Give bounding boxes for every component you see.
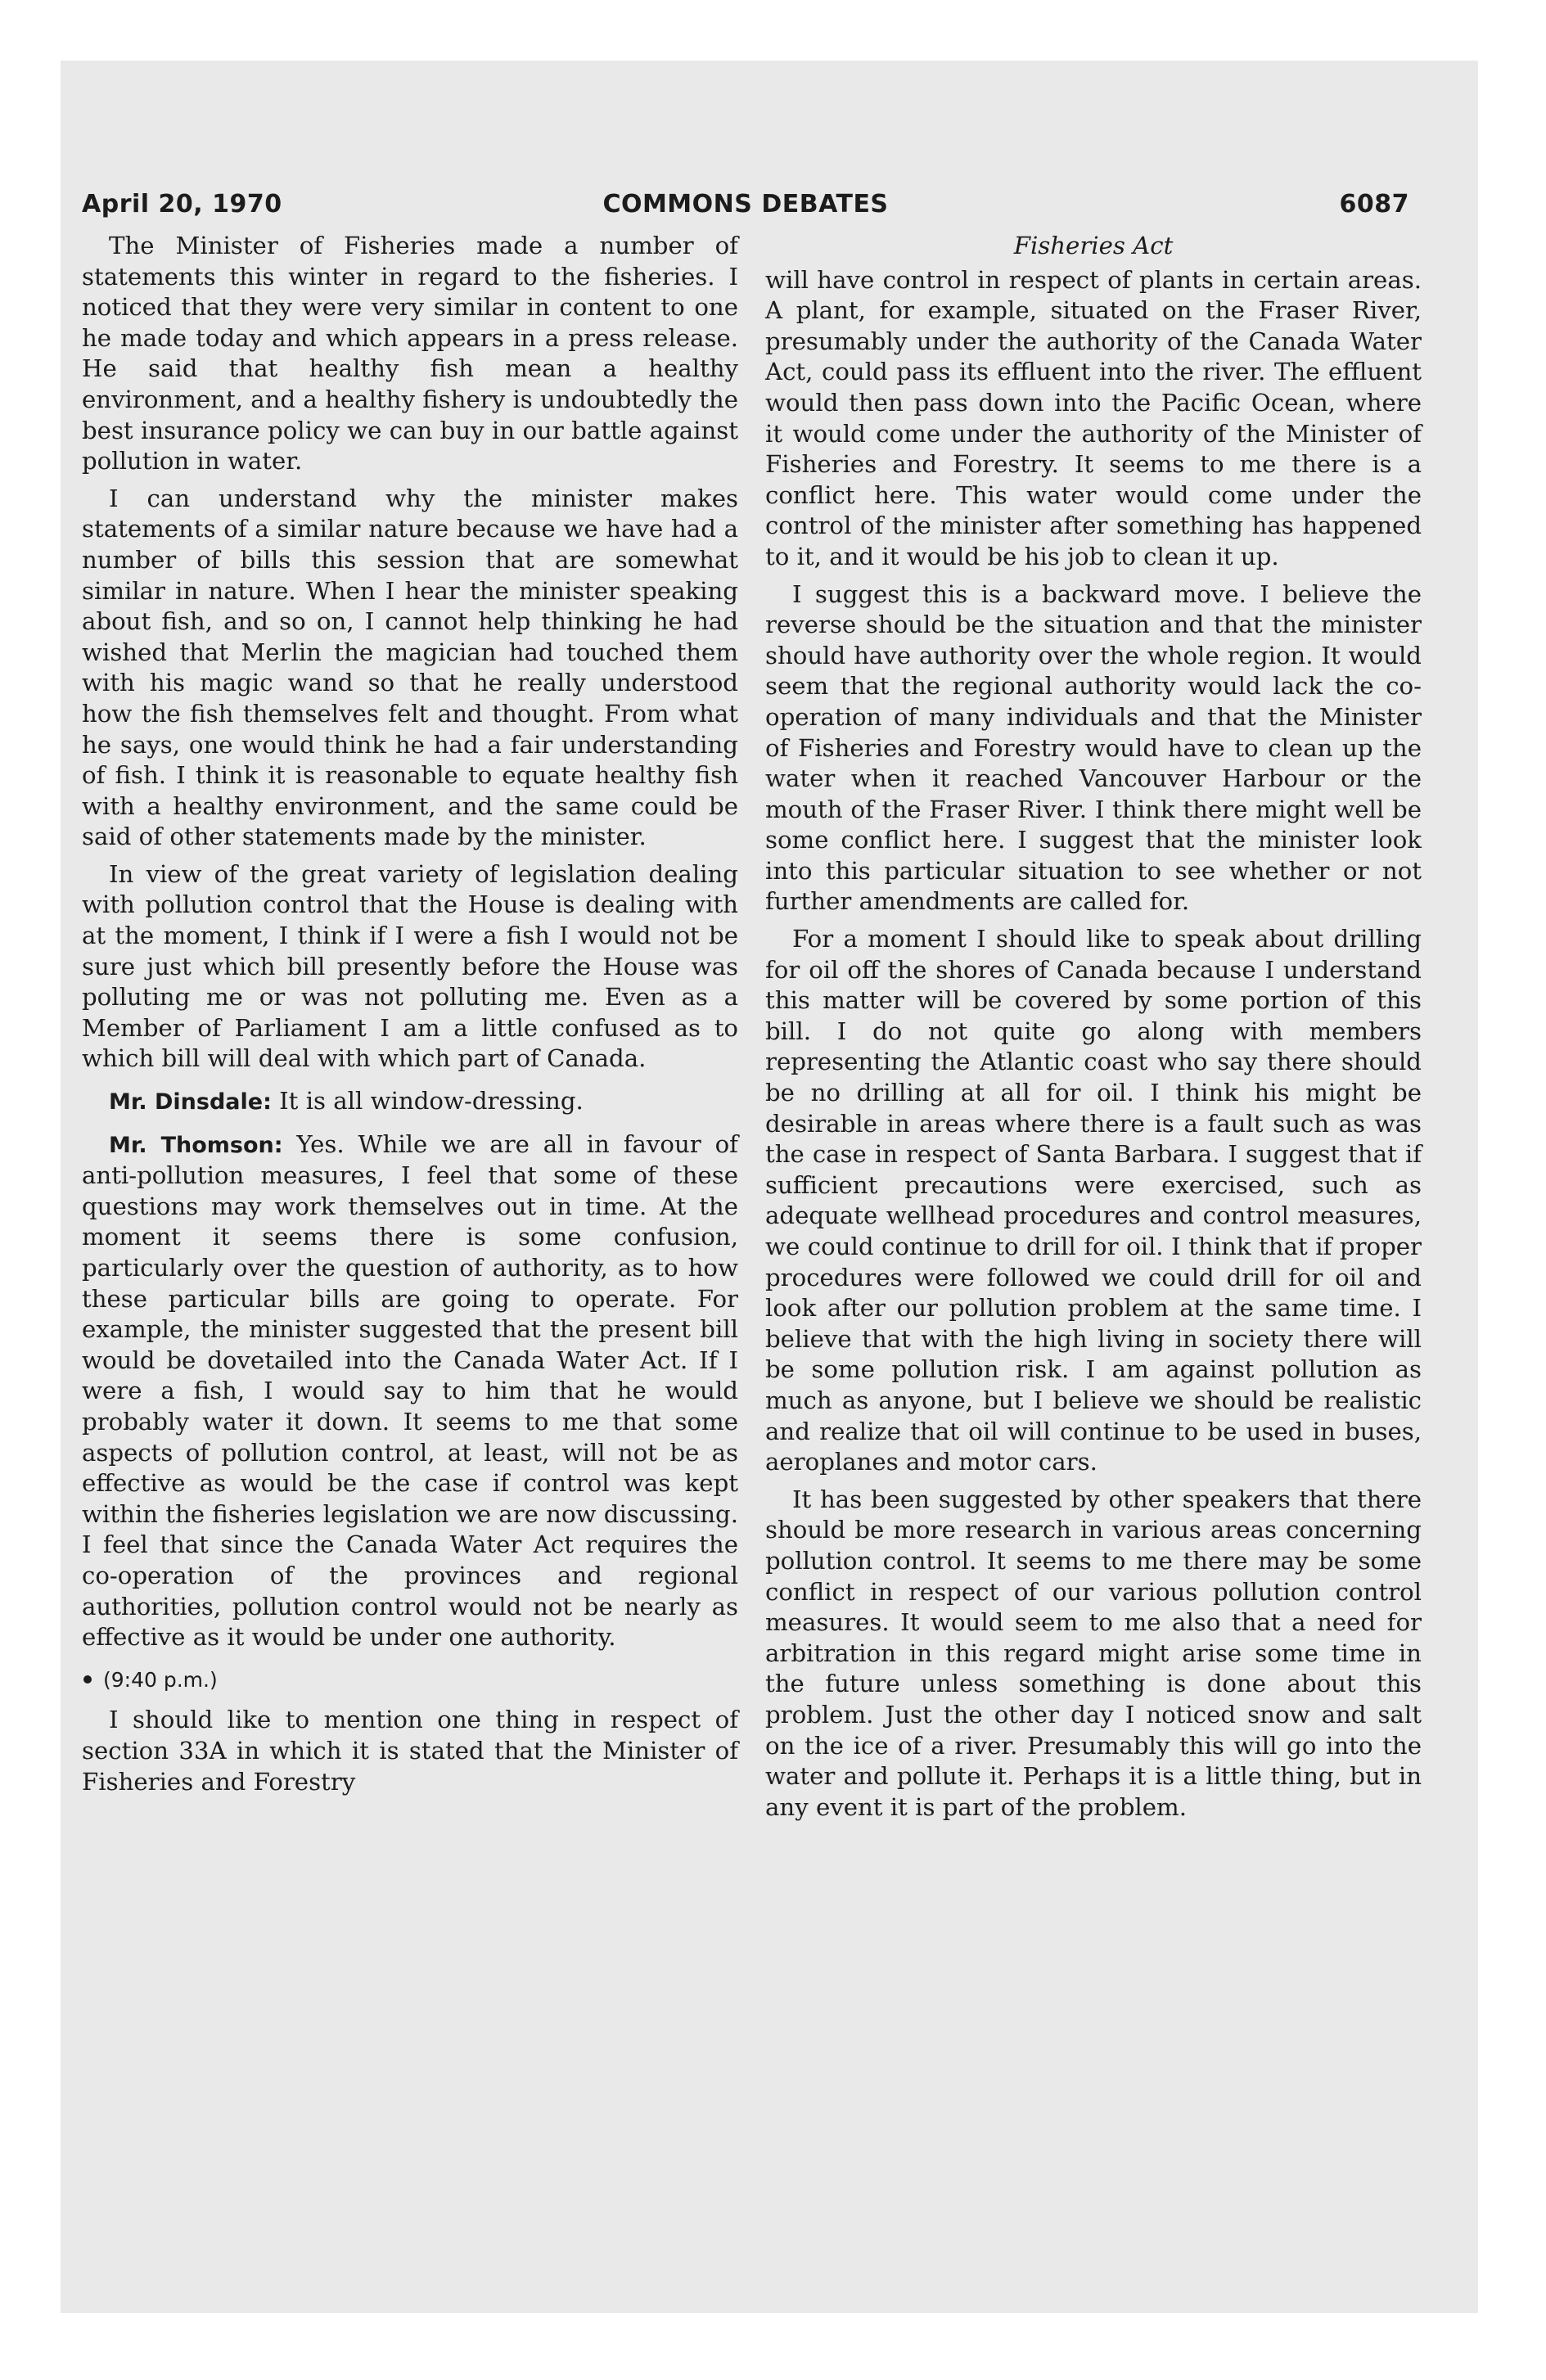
paragraph: In view of the great variety of legislation dealing with pollution control that the House is dealing with at the moment, I think if I were a fish I would not be sure just which bill presently before the House was polluting me or was not polluting me. Even as a Member of Parliament I am a little confused as to which bill will deal with which part of Canada.: [82, 859, 738, 1073]
header-page-number: 6087: [1339, 190, 1409, 219]
paragraph: For a moment I should like to speak about drilling for oil off the shores of Canada because I understand this matter will be covered by some portion of this bill. I do not quite go along with members representing the Atlantic coast who say there should be no drilling at all for oil. I think his might be desirable in areas where there is a fault such as was the case in respect of Santa Barbara. I suggest that if sufficient precautions were exercised, such as adequate wellhead procedures and control measures, we could continue to drill for oil. I think that if proper procedures were followed we could drill for oil and look after our pollution problem at the same time. I believe that with the high living in society there will be some pollution risk. I am against pollution as much as anyone, but I believe we should be realistic and realize that oil will continue to be used in buses, aeroplanes and motor cars.: [765, 925, 1422, 1476]
header-date: April 20, 1970: [82, 190, 282, 219]
timestamp-text: (9:40 p.m.): [103, 1667, 218, 1692]
speech-dinsdale: [82, 1086, 738, 1118]
timestamp: [82, 1665, 738, 1696]
running-title: Fisheries Act: [1013, 232, 1174, 259]
page-header: [82, 190, 1409, 223]
paragraph: It has been suggested by other speakers that there should be more research in various areas concerning pollution control. It seems to me there may be some conflict in respect of our various pollution control measures. It would seem to me also that a need for arbitration in this regard might arise some time in the future unless something is done about this problem. Just the other day I noticed snow and salt on the ice of a river. Presumably this will go into the water and pollute it. Perhaps it is a little thing, but in any event it is part of the problem.: [765, 1485, 1422, 1821]
paragraph: I suggest this is a backward move. I believe the reverse should be the situation and that the minister should have authority over the whole region. It would seem that the regional authority would lack the co-operation of many individuals and that the Minister of Fisheries and Forestry would have to clean up the water when it reached Vancouver Harbour or the mouth of the Fraser River. I think there might well be some conflict here. I suggest that the minister look into this particular situation to see whether or not further amendments are called for.: [765, 579, 1422, 916]
paragraph: I should like to mention one thing in respect of section 33A in which it is stated that the Minister of Fisheries and Forestry: [82, 1706, 738, 1796]
paragraph: The Minister of Fisheries made a number of statements this winter in regard to the fisheries. I noticed that they were very similar in content to one he made today and which appears in a press release. He said that healthy fish mean a healthy environment, and a healthy fishery is undoubtedly the best insurance policy we can buy in our battle against pollution in water.: [82, 232, 738, 476]
speech-text: Yes. While we are all in favour of anti-pollution measures, I feel that some of these questions may work themselves out in time. At the moment it seems there is some confusion, particularly over the question of authority, as to how these particular bills are going to operate. For example, the minister suggested that the present bill would be dovetailed into the Canada Water Act. If I were a fish, I would say to him that he would probably water it down. It seems to me that some aspects of pollution control, at least, will not be as effective as would be the case if control was kept within the fisheries legislation we are now discussing. I feel that since the Canada Water Act requires the co-operation of the provinces and regional authorities, pollution control would not be nearly as effective as it would be under one authority.: [82, 1129, 738, 1652]
bullet-icon: [83, 1675, 92, 1684]
right-column: [765, 231, 1422, 1829]
left-column: [82, 231, 738, 1804]
speech-thomson: [82, 1129, 738, 1653]
speech-text: It is all window-dressing.: [279, 1087, 584, 1116]
speaker-name: Mr. Dinsdale:: [109, 1089, 272, 1116]
speaker-name: Mr. Thomson:: [109, 1132, 283, 1158]
header-journal-title: COMMONS DEBATES: [602, 190, 889, 219]
paragraph: will have control in respect of plants in certain areas. A plant, for example, situated on the Fraser River, presumably under the authority of the Canada Water Act, could pass its effluent into the river. The effluent would then pass down into the Pacific Ocean, where it would come under the authority of the Minister of Fisheries and Forestry. It seems to me there is a conflict here. This water would come under the control of the minister after something has happened to it, and it would be his job to clean it up.: [765, 265, 1422, 570]
paragraph: I can understand why the minister makes statements of a similar nature because we have had a number of bills this session that are somewhat similar in nature. When I hear the minister speaking about fish, and so on, I cannot help thinking he had wished that Merlin the magician had touched them with his magic wand so that he really understood how the fish themselves felt and thought. From what he says, one would think he had a fair understanding of fish. I think it is reasonable to equate healthy fish with a healthy environment, and the same could be said of other statements made by the minister.: [82, 484, 738, 851]
